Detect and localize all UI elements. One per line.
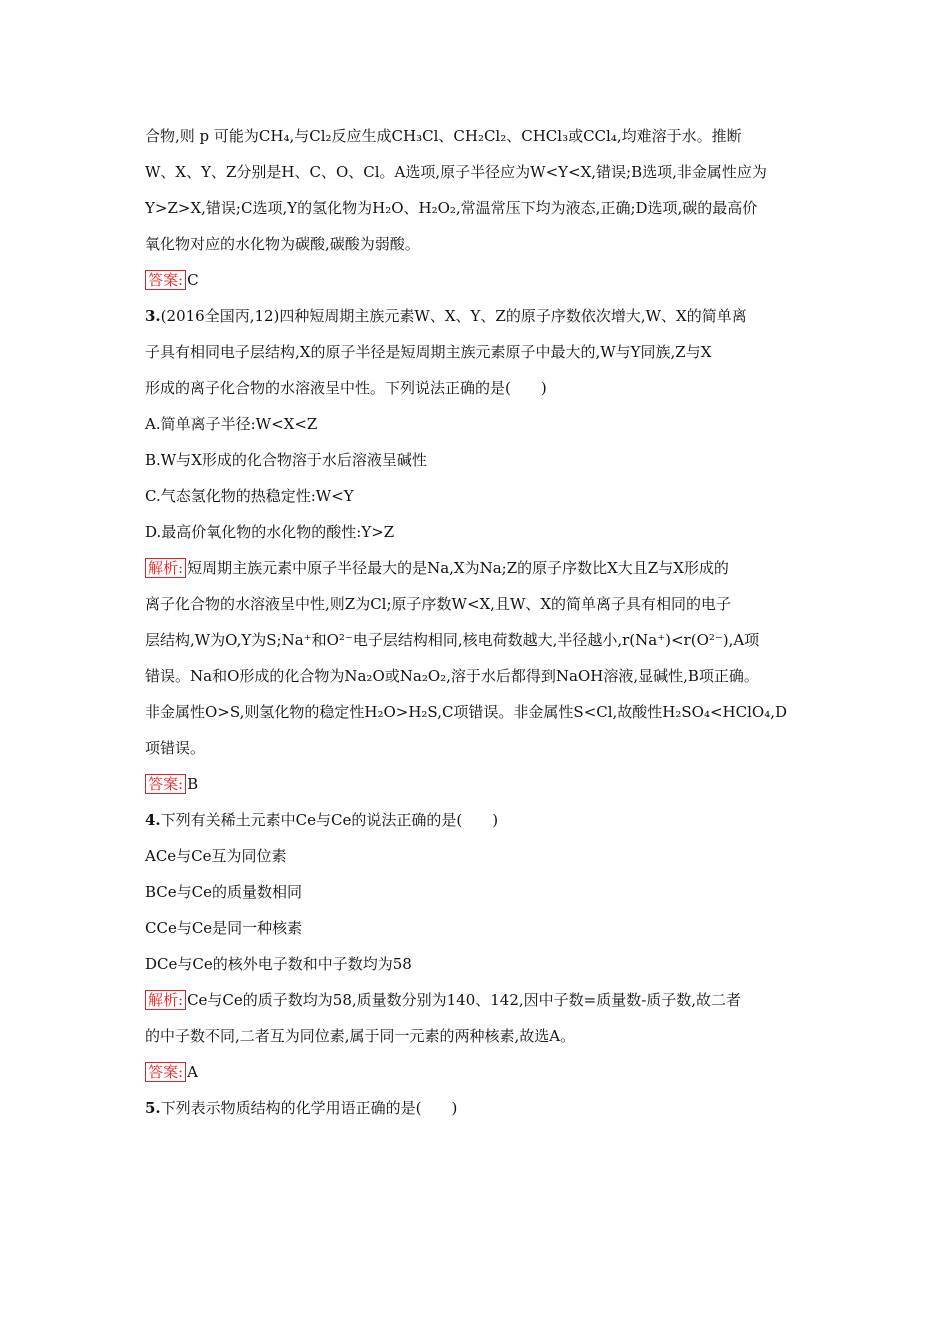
text-line: 氧化物对应的水化物为碳酸,碳酸为弱酸。	[145, 235, 420, 253]
analysis-continuation	[145, 118, 810, 262]
answer-value: C	[187, 271, 199, 289]
analysis-line: 解析: Ce与Ce的质子数均为58,质量数分别为140、142,因中子数=质量数-质子数,故二者	[145, 982, 810, 1018]
analysis-4	[145, 982, 810, 1054]
option-a: ACe与Ce互为同位素	[145, 847, 287, 865]
analysis-line: 解析: 短周期主族元素中原子半径最大的是Na,X为Na;Z的原子序数比X大且Z与X形成的	[145, 550, 810, 586]
option-d: DCe与Ce的核外电子数和中子数均为58	[145, 955, 412, 973]
answer-tag: 答案:	[145, 1062, 186, 1082]
answer-value: B	[187, 775, 199, 793]
answer-tag: 答案:	[145, 270, 186, 290]
question-stem-line: 3.(2016全国丙,12)四种短周期主族元素W、X、Y、Z的原子序数依次增大,W、X的简单离	[145, 307, 747, 325]
question-stem-line: 形成的离子化合物的水溶液呈中性。下列说法正确的是( )	[145, 379, 547, 397]
option-b: B.W与X形成的化合物溶于水后溶液呈碱性	[145, 451, 427, 469]
answer-value: A	[187, 1063, 198, 1081]
option-d: D.最高价氧化物的水化物的酸性:Y>Z	[145, 523, 395, 541]
question-3	[145, 298, 810, 550]
text-line: 合物,则 p 可能为CH₄,与Cl₂反应生成CH₃Cl、CH₂Cl₂、CHCl₃或CCl₄,均难溶于水。推断	[145, 127, 742, 145]
question-4	[145, 802, 810, 982]
analysis-line: 离子化合物的水溶液呈中性,则Z为Cl;原子序数W<X,且W、X的简单离子具有相同的电子	[145, 595, 732, 613]
analysis-line: 非金属性O>S,则氢化物的稳定性H₂O>H₂S,C项错误。非金属性S<Cl,故酸性H₂SO₄<HClO₄,D	[145, 703, 788, 721]
answer-line	[145, 1054, 810, 1090]
question-5	[145, 1090, 810, 1126]
option-a: A.简单离子半径:W<X<Z	[145, 415, 318, 433]
option-b: BCe与Ce的质量数相同	[145, 883, 303, 901]
question-stem-line: 子具有相同电子层结构,X的原子半径是短周期主族元素原子中最大的,W与Y同族,Z与X	[145, 343, 712, 361]
question-number: 5.	[145, 1099, 161, 1117]
analysis-line: 层结构,W为O,Y为S;Na⁺和O²⁻电子层结构相同,核电荷数越大,半径越小,r(Na⁺)<r(O²⁻),A项	[145, 631, 760, 649]
question-stem-line: 4.下列有关稀土元素中Ce与Ce的说法正确的是( )	[145, 811, 499, 829]
text-line: W、X、Y、Z分别是H、C、O、Cl。A选项,原子半径应为W<Y<X,错误;B选项,非金属性应为	[145, 163, 767, 181]
option-c: CCe与Ce是同一种核素	[145, 919, 303, 937]
document-page	[145, 118, 810, 1126]
analysis-line: 错误。Na和O形成的化合物为Na₂O或Na₂O₂,溶于水后都得到NaOH溶液,显碱性,B项正确。	[145, 667, 759, 685]
analysis-tag: 解析:	[145, 990, 186, 1010]
answer-line	[145, 262, 810, 298]
analysis-line: 项错误。	[145, 739, 206, 757]
question-number: 3.	[145, 307, 161, 325]
option-c: C.气态氢化物的热稳定性:W<Y	[145, 487, 354, 505]
answer-tag: 答案:	[145, 774, 186, 794]
analysis-3	[145, 550, 810, 766]
question-stem-line: 5.下列表示物质结构的化学用语正确的是( )	[145, 1099, 458, 1117]
analysis-line: 的中子数不同,二者互为同位素,属于同一元素的两种核素,故选A。	[145, 1027, 576, 1045]
answer-line	[145, 766, 810, 802]
text-line: Y>Z>X,错误;C选项,Y的氢化物为H₂O、H₂O₂,常温常压下均为液态,正确;D选项,碳的最高价	[145, 199, 758, 217]
analysis-tag: 解析:	[145, 558, 186, 578]
question-number: 4.	[145, 811, 161, 829]
